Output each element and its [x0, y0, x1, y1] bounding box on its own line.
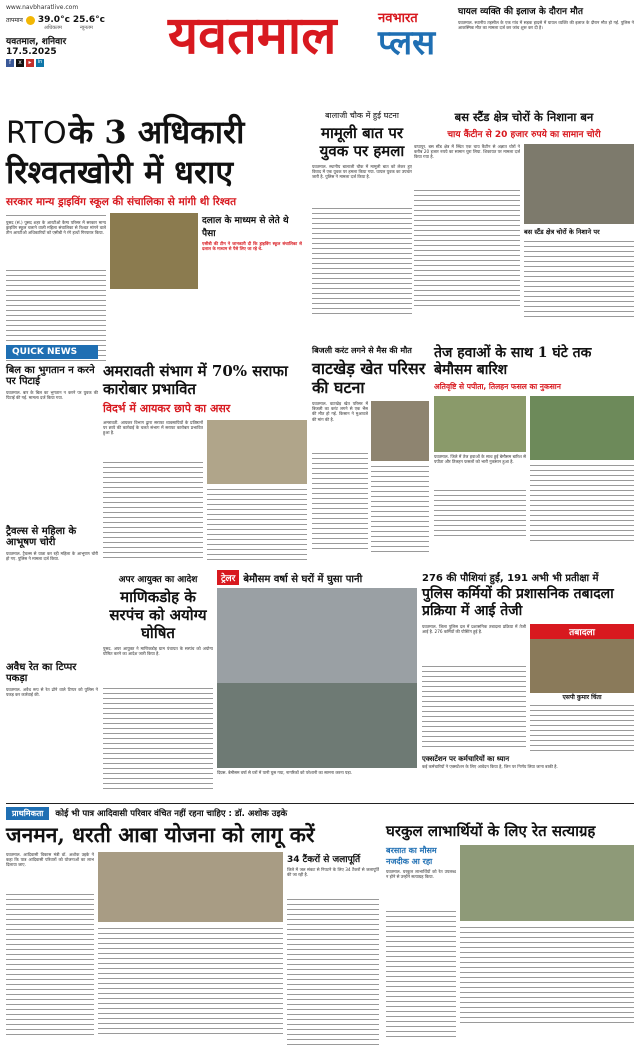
storm-story — [434, 345, 634, 555]
janman-body-lines-2 — [98, 926, 283, 1036]
quick-news-sidebar — [6, 345, 98, 800]
lead-quote-text: एसीबी की टीम ने जानकारी दी कि ड्राइविंग स्कूल संचालिका से दलाल के माध्यम से पैसे लिए जा रहे थे. — [202, 241, 302, 252]
trailer-tag: ट्रेलर — [217, 570, 239, 585]
storm-body-lines — [434, 488, 526, 538]
lead-photo — [110, 213, 198, 289]
top-right-heading: घायल व्यक्ति की इलाज के दौरान मौत — [458, 7, 584, 17]
sidebar-item-3-heading: अवैध रेत का टिप्पर पकड़ा — [6, 662, 77, 684]
janman-heading: जनमन, धरती आबा योजना को लागू करें — [6, 822, 315, 847]
sidebar-item-3-body: यवतमाल. अवैध रूप से रेत ढोने वाले टिप्पर को पुलिस ने पकड़ कर कार्रवाई की. — [6, 687, 98, 698]
temp-low-label: न्यूनतम — [79, 25, 93, 31]
police-body-lines-2 — [530, 703, 634, 753]
electric-body: यवतमाल. वाटखेड़ खेत परिसर में बिजली का करंट लगने से एक भैंस की मौत हो गई. किसान ने मुआवजे की मांग की है. — [312, 401, 368, 422]
electric-photo — [371, 401, 429, 461]
temp-low: 25.6°c — [72, 15, 105, 25]
amravati-subhead: विदर्भ में आयकर छापे का असर — [103, 402, 231, 415]
lead-subhead: सरकार मान्य ड्राइविंग स्कूल की संचालिका से मांगी थी रिश्वत — [6, 196, 237, 208]
sidebar-item-2-heading: ट्रैवल्स से महिला के आभूषण चोरी — [6, 526, 77, 548]
x-icon[interactable]: x — [16, 59, 24, 67]
temp-high-label: अधिकतम — [44, 25, 62, 31]
janman-story — [6, 822, 381, 1047]
brand-logo: नवभारत प्लस — [378, 11, 436, 63]
balaji-story — [312, 110, 412, 340]
gharkul-heading: घरकुल लाभार्थियों के लिए रेत सत्याग्रह — [386, 822, 596, 840]
rain-body-lines — [386, 909, 456, 1039]
temp-high: 39.0°c — [37, 15, 70, 25]
rain-body: यवतमाल. घरकुल लाभार्थियों को रेत उपलब्ध न होने से उन्होंने सत्याग्रह किया. — [386, 869, 456, 880]
police-story — [422, 570, 634, 798]
lead-story — [6, 110, 306, 355]
janman-body-lines — [6, 892, 94, 1037]
facebook-icon[interactable]: f — [6, 59, 14, 67]
storm-photo-1 — [434, 396, 526, 452]
masthead-left — [6, 4, 166, 64]
linkedin-icon[interactable]: in — [37, 59, 43, 65]
social-icons — [6, 59, 166, 67]
top-right-body: यवतमाल. स्थानीय तहसील के एक गांव में सड़क हादसे में घायल व्यक्ति की इलाज के दौरान मौत हो गई. पुलिस ने आकस्मिक मौत का मामला दर्ज कर जांच शुरू कर दी है। — [458, 20, 634, 31]
police-body: यवतमाल. जिला पुलिस दल में प्रशासनिक तबादला प्रक्रिया में तेजी आई है. 276 कर्मियों की पोस्टिंग हुई है. — [422, 624, 526, 635]
storm-photo-2 — [530, 396, 634, 460]
sidebar-item-1-body: यवतमाल. बार के बिल का भुगतान न करने पर युवक की पिटाई की गई. मामला दर्ज किया गया. — [6, 390, 98, 401]
electric-story — [312, 345, 430, 555]
trailer-heading: बेमौसम वर्षा से घरों में घुसा पानी — [243, 573, 363, 585]
janman-photo — [98, 852, 283, 922]
bus-subhead: चाय कैंटीन से 20 हजार रुपये का सामान चोरी — [447, 130, 601, 140]
lead-heading-rto: RTO — [6, 116, 67, 151]
bus-story — [414, 110, 634, 340]
lead-body-text: पुसद (सं.) पुसद शहर के आरटीओ कैम्प परिसर में सरकार मान्य ड्राइविंग स्कूल चलाने वाली महिला संचालिका से रिश्वत मांगने वाले तीन आरटीओ अधिकारियों को एसीबी ने रंगे हाथों गिरफ्तार किया. — [6, 220, 106, 268]
amravati-body-lines-2 — [207, 487, 307, 563]
manikdoh-kicker: अपर आयुक्त का आदेश — [118, 575, 198, 585]
amravati-body-lines — [103, 460, 203, 560]
lead-quote: दलाल के माध्यम से लेते थे पैसा — [202, 216, 289, 239]
gharkul-story — [386, 822, 634, 1047]
electric-heading: वाटखेड़ खेत परिसर की घटना — [312, 359, 426, 397]
flood-photo — [217, 588, 417, 768]
amravati-photo — [207, 420, 307, 484]
police-photo-caption: एसपी कुमार चिंता — [562, 694, 602, 701]
bus-photo — [524, 144, 634, 224]
lead-heading-part1: के 3 अधिकारी — [68, 113, 245, 151]
storm-heading: तेज हवाओं के साथ 1 घंटे तक बेमौसम बारिश — [434, 345, 592, 378]
police-heading-2: पुलिस कर्मियों की प्रशासनिक तबादला प्रक्रिया में आई तेजी — [422, 586, 614, 619]
manikdoh-heading: माणिकडोह के सरपंच को अयोग्य घोषित — [109, 588, 207, 642]
tanker-body-lines — [287, 897, 379, 1047]
police-tag: तबादला — [530, 624, 634, 639]
masthead-title: यवतमाल — [168, 5, 337, 66]
balaji-kicker: बालाजी चौक में हुई घटना — [325, 111, 399, 120]
storm-body: यवतमाल. जिले में तेज हवाओं के साथ हुई बेमौसम बारिश से पपीता और तिलहन फसलों को भारी नुकसान हुआ है. — [434, 454, 526, 465]
temperature-label: तापमान — [6, 17, 23, 24]
gharkul-photo — [460, 845, 634, 921]
amravati-body: अमरावती. आयकर विभाग द्वारा सराफा व्यवसायियों के प्रतिष्ठानों पर छापे की कार्रवाई के चलते संभाग में सराफा कारोबार प्रभावित हुआ है. — [103, 420, 203, 436]
electric-body-lines — [312, 451, 368, 551]
bus-body: वाघापुर. बस स्टैंड क्षेत्र में स्थित एक चाय कैंटीन से अज्ञात चोरों ने करीब 20 हजार रुपये का सामान चुरा लिया. शिकायत पर मामला दर्ज किया गया है. — [414, 144, 520, 160]
rain-kicker: बरसात का मौसम नजदीक आ रहा — [386, 846, 437, 866]
quick-news-title: QUICK NEWS — [6, 345, 98, 359]
bottom-strip-text: कोई भी पात्र आदिवासी परिवार वंचित नहीं रहना चाहिए : डॉ. अशोक उइके — [55, 808, 288, 819]
section-tag: प्राथमिकता — [6, 807, 49, 820]
balaji-heading: मामूली बात पर युवक पर हमला — [319, 124, 405, 160]
bus-caption: बस स्टैंड क्षेत्र चोरों के निशाने पर — [524, 228, 600, 236]
electric-body-lines-2 — [371, 464, 429, 552]
sidebar-item-2-body: यवतमाल. ट्रैवल्स से यात्रा कर रही महिला के आभूषण चोरी हो गए. पुलिस ने मामला दर्ज किया. — [6, 551, 98, 562]
gharkul-body-lines — [460, 925, 634, 1025]
storm-body-lines-2 — [530, 463, 634, 541]
trailer-caption: दिग्रस. बेमौसम वर्षा से घरों में पानी घुस गया, नागरिकों को परेशानी का सामना करना पड़ा. — [217, 770, 353, 775]
city-day: यवतमाल, शनिवार — [6, 37, 67, 47]
balaji-body-lines — [312, 206, 412, 316]
bus-heading: बस स्टैंड क्षेत्र चोरों के निशाना बन — [454, 110, 594, 124]
bus-body-lines — [414, 188, 520, 308]
police-subhead-body: कई कर्मचारियों ने एक्सटेंशन के लिए आवेदन किया है, जिन पर निर्णय लिया जाना बाकी है. — [422, 764, 558, 769]
manikdoh-story — [103, 572, 213, 797]
janman-body: यवतमाल. आदिवासी विकास मंत्री डॉ. अशोक उइके ने कहा कि पात्र आदिवासी परिवारों को योजनाओं का लाभ दिलाया जाए. — [6, 852, 94, 868]
sidebar-item-1-heading: बिल का भुगतान न करने पर पिटाई — [6, 365, 95, 387]
trailer-story — [217, 570, 417, 798]
police-photo — [530, 639, 634, 693]
storm-subhead: अतिवृष्टि से पपीता, तिलहन फसल का नुकसान — [434, 382, 561, 391]
bottom-divider — [6, 803, 634, 804]
top-right-news — [458, 4, 634, 104]
police-heading: 276 की पौशियां हुईं, 191 अभी भी प्रतीक्षा में — [422, 573, 599, 584]
manikdoh-body-lines — [103, 686, 213, 791]
electric-kicker: बिजली करंट लगने से मैस की मौत — [312, 346, 412, 355]
youtube-icon[interactable]: ▸ — [26, 59, 34, 67]
amravati-story — [103, 362, 308, 567]
issue-date: 17.5.2025 — [6, 47, 57, 57]
police-subhead: एक्सटेंशन पर कर्मचारियों का ध्यान — [422, 755, 510, 763]
tanker-heading: 34 टैंकरों से जलापूर्ति — [287, 855, 361, 865]
sun-icon — [26, 16, 35, 25]
lead-heading-part2: रिश्वतखोरी में धराए — [6, 153, 234, 191]
manikdoh-body: पुसद. अपर आयुक्त ने माणिकडोह ग्राम पंचायत के सरपंच को अयोग्य घोषित करने का आदेश जारी किया है. — [103, 646, 213, 657]
website-url[interactable]: www.navbharatlive.com — [6, 4, 79, 11]
police-body-lines — [422, 664, 526, 749]
balaji-body: यवतमाल. स्थानीय बालाजी चौक में मामूली बात को लेकर हुए विवाद में एक युवक पर हमला किया गया. घायल युवक का उपचार जारी है. पुलिस ने मामला दर्ज किया है. — [312, 164, 412, 180]
bus-bullets — [524, 239, 634, 319]
tanker-body: जिले में जल संकट से निपटने के लिए 34 टैंकरों से जलापूर्ति की जा रही है. — [287, 867, 379, 878]
amravati-heading: अमरावती संभाग में 70% सराफा कारोबार प्रभावित — [103, 362, 288, 398]
bottom-strip — [6, 806, 634, 820]
